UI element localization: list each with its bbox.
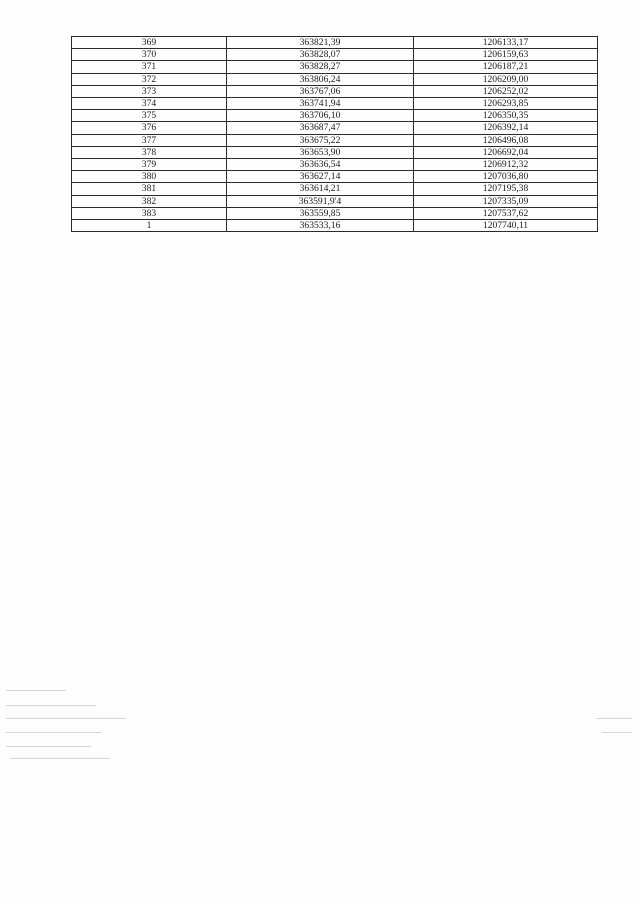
table-row [72, 85, 598, 97]
scan-artifact [6, 732, 101, 733]
y-coordinate-cell: 1206209,00 [414, 73, 598, 85]
y-coordinate-cell: 1206187,21 [414, 61, 598, 73]
table-row [72, 98, 598, 110]
x-coordinate-cell: 363559,85 [227, 207, 414, 219]
scan-artifact [10, 758, 110, 759]
table-row [72, 146, 598, 158]
scan-artifact [596, 718, 632, 719]
y-coordinate-cell: 1206133,17 [414, 37, 598, 49]
point-number-cell: 382 [72, 195, 227, 207]
y-coordinate-cell: 1206392,14 [414, 122, 598, 134]
table-row [72, 171, 598, 183]
x-coordinate-cell: 363828,07 [227, 49, 414, 61]
point-number-cell: 369 [72, 37, 227, 49]
point-number-cell: 374 [72, 98, 227, 110]
y-coordinate-cell: 1206692,04 [414, 146, 598, 158]
table-row [72, 159, 598, 171]
scan-artifact [6, 746, 91, 747]
x-coordinate-cell: 363533,16 [227, 220, 414, 232]
x-coordinate-cell: 363653,90 [227, 146, 414, 158]
point-number-cell: 379 [72, 159, 227, 171]
y-coordinate-cell: 1207036,80 [414, 171, 598, 183]
x-coordinate-cell: 363706,10 [227, 110, 414, 122]
coordinates-table-container [71, 36, 594, 232]
scan-artifact [602, 732, 632, 733]
y-coordinate-cell: 1206496,08 [414, 134, 598, 146]
point-number-cell: 372 [72, 73, 227, 85]
point-number-cell: 380 [72, 171, 227, 183]
y-coordinate-cell: 1206912,32 [414, 159, 598, 171]
x-coordinate-cell: 363767,06 [227, 85, 414, 97]
x-coordinate-cell: 363636,54 [227, 159, 414, 171]
table-row [72, 37, 598, 49]
x-coordinate-cell: 363821,39 [227, 37, 414, 49]
table-row [72, 183, 598, 195]
x-coordinate-cell: 363675,22 [227, 134, 414, 146]
table-row [72, 49, 598, 61]
y-coordinate-cell: 1206252,02 [414, 85, 598, 97]
scan-artifact [6, 705, 96, 706]
x-coordinate-cell: 363806,24 [227, 73, 414, 85]
point-number-cell: 373 [72, 85, 227, 97]
table-row [72, 207, 598, 219]
point-number-cell: 378 [72, 146, 227, 158]
x-coordinate-cell: 363614,21 [227, 183, 414, 195]
coordinates-table-body [72, 37, 598, 232]
x-coordinate-cell: 363828,27 [227, 61, 414, 73]
table-row [72, 195, 598, 207]
y-coordinate-cell: 1207195,38 [414, 183, 598, 195]
table-row [72, 61, 598, 73]
point-number-cell: 376 [72, 122, 227, 134]
y-coordinate-cell: 1206293,85 [414, 98, 598, 110]
table-row [72, 134, 598, 146]
x-coordinate-cell: 363741,94 [227, 98, 414, 110]
table-row [72, 220, 598, 232]
coordinates-table [71, 36, 598, 232]
y-coordinate-cell: 1207740,11 [414, 220, 598, 232]
y-coordinate-cell: 1207335,09 [414, 195, 598, 207]
x-coordinate-cell: 363627,14 [227, 171, 414, 183]
point-number-cell: 377 [72, 134, 227, 146]
point-number-cell: 371 [72, 61, 227, 73]
point-number-cell: 375 [72, 110, 227, 122]
x-coordinate-cell: 363687,47 [227, 122, 414, 134]
y-coordinate-cell: 1206159,63 [414, 49, 598, 61]
scan-artifact [6, 690, 66, 691]
x-coordinate-cell: 363591,9'4 [227, 195, 414, 207]
table-row [72, 73, 598, 85]
table-row [72, 110, 598, 122]
point-number-cell: 370 [72, 49, 227, 61]
point-number-cell: 381 [72, 183, 227, 195]
point-number-cell: 1 [72, 220, 227, 232]
y-coordinate-cell: 1207537,62 [414, 207, 598, 219]
scan-artifact [6, 718, 126, 719]
y-coordinate-cell: 1206350,35 [414, 110, 598, 122]
point-number-cell: 383 [72, 207, 227, 219]
table-row [72, 122, 598, 134]
